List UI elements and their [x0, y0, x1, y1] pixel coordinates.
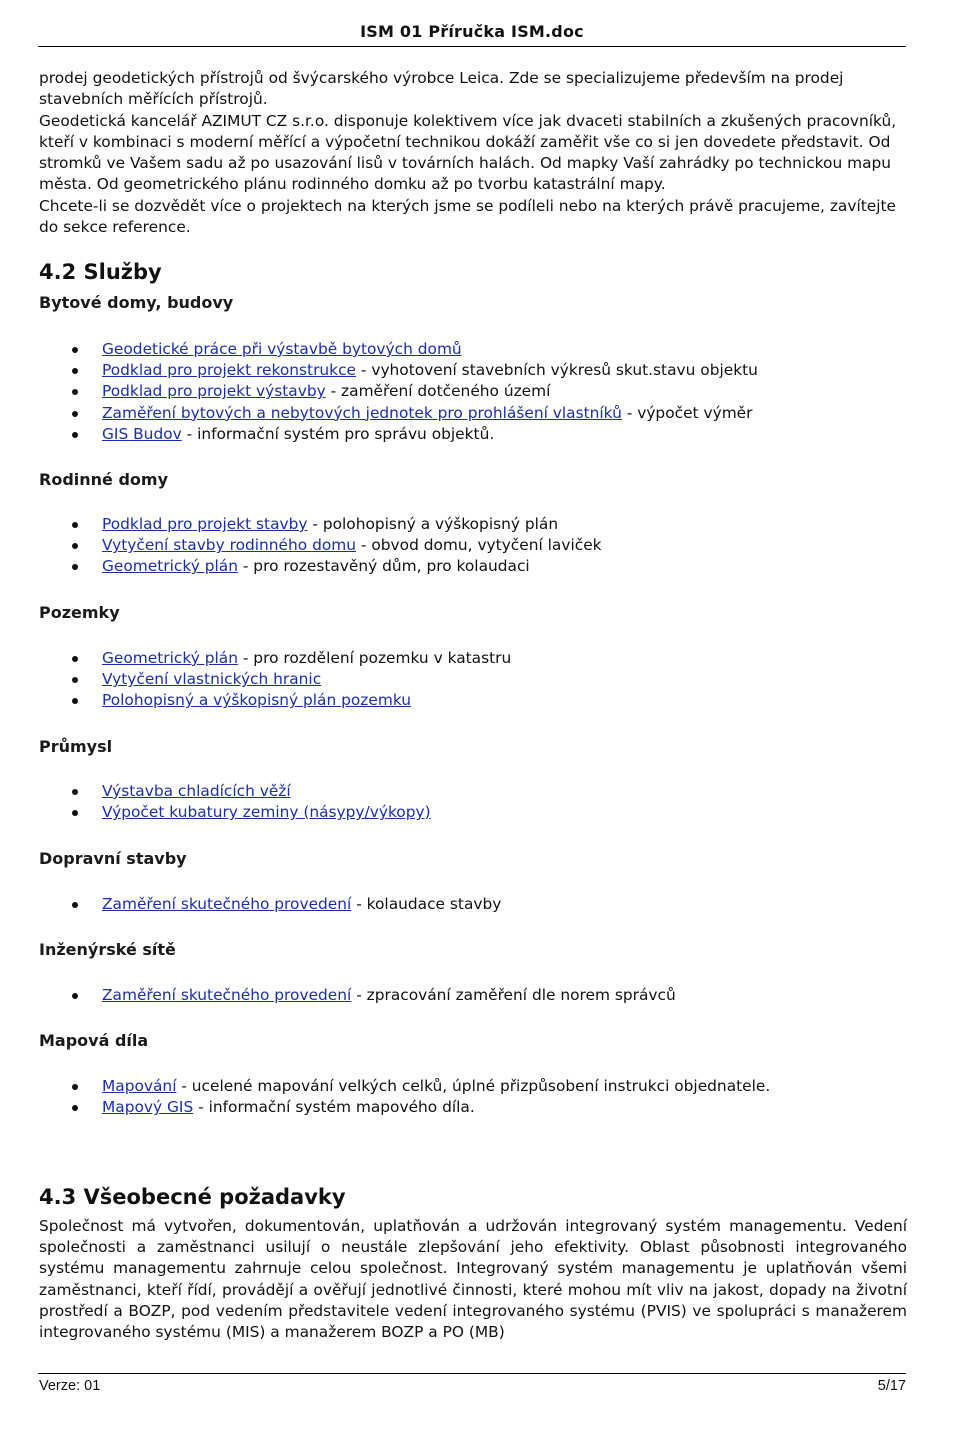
list-item [39, 669, 907, 690]
intro-line: stavebních měřících přístrojů. [39, 90, 268, 109]
bullet-icon [72, 698, 78, 704]
service-description: - ucelené mapování velkých celků, úplné přizpůsobení instrukci objednatele. [176, 1077, 771, 1095]
list-item [39, 802, 907, 823]
service-list [39, 781, 907, 823]
bullet-icon [72, 902, 78, 908]
service-description: - pro rozestavěný dům, pro kolaudaci [237, 557, 530, 576]
service-link[interactable]: Podklad pro projekt výstavby [102, 382, 326, 401]
intro-line: Chcete-li se dozvědět více o projektech na kterých jsme se podíleli nebo na kterých právě pracujeme, zavítejte [39, 196, 897, 215]
intro-line: stromků ve Vašem sadu až po usazování lisů v továrních halách. Od mapky Vaší zahrádky po technickou mapu [39, 154, 892, 173]
service-description: - zaměření dotčeného území [325, 382, 551, 401]
service-link[interactable]: Vytyčení stavby rodinného domu [102, 536, 357, 555]
service-link[interactable]: Geometrický plán [102, 557, 238, 576]
bullet-icon [72, 411, 78, 417]
service-link[interactable]: Zaměření skutečného provedení [102, 895, 352, 913]
document-title: ISM 01 Příručka ISM.doc [360, 22, 584, 41]
group-title: Dopravní stavby [39, 849, 187, 868]
bullet-icon [72, 564, 78, 570]
bullet-icon [72, 993, 78, 999]
list-item [39, 535, 907, 556]
page-footer [38, 1373, 906, 1404]
list-item [39, 985, 907, 1006]
bullet-icon [72, 368, 78, 374]
list-item [39, 556, 907, 577]
group-title: Inženýrské sítě [39, 940, 176, 959]
bullet-icon [72, 1105, 78, 1111]
bullet-icon [72, 543, 78, 549]
service-description: - pro rozdělení pozemku v katastru [237, 649, 512, 667]
list-item [39, 1076, 907, 1097]
bullet-icon [72, 522, 78, 528]
service-description: - výpočet výměr [621, 403, 753, 422]
list-item [39, 690, 907, 711]
list-item [39, 1097, 907, 1118]
group-title: Rodinné domy [39, 470, 168, 489]
bullet-icon [72, 1084, 78, 1090]
group-title: Bytové domy, budovy [39, 293, 234, 312]
list-item [39, 781, 907, 802]
list-item [39, 514, 907, 535]
list-item [39, 339, 907, 360]
intro-line: kteří v kombinaci s moderní měřící a výpočetní technikou dokáží zaměřit vše co si jen dovedete představit. Od [39, 132, 891, 151]
page-header [38, 0, 906, 47]
service-description: - polohopisný a výškopisný plán [307, 515, 559, 533]
bullet-icon [72, 432, 78, 438]
bullet-icon [72, 810, 78, 816]
service-description: - informační systém mapového díla. [193, 1098, 475, 1117]
services-heading: 4.2 Služby [39, 260, 162, 284]
general-heading: 4.3 Všeobecné požadavky [39, 1185, 346, 1209]
list-item [39, 360, 907, 381]
service-link[interactable]: Výpočet kubatury zeminy (násypy/výkopy) [102, 803, 431, 822]
intro-text [39, 68, 907, 238]
bullet-icon [72, 389, 78, 395]
intro-line: prodej geodetických přístrojů od švýcarského výrobce Leica. Zde se specializujeme především na prodej [39, 69, 844, 87]
list-item [39, 424, 907, 445]
service-list [39, 985, 907, 1006]
service-link[interactable]: Geometrický plán [102, 649, 238, 667]
service-link[interactable]: Mapování [102, 1077, 177, 1095]
group-title: Průmysl [39, 737, 113, 756]
service-description: - informační systém pro správu objektů. [181, 424, 495, 443]
intro-line: do sekce reference. [39, 218, 191, 237]
service-link[interactable]: Geodetické práce při výstavbě bytových domů [102, 340, 462, 358]
service-link[interactable]: Zaměření skutečného provedení [102, 986, 352, 1004]
list-item [39, 894, 907, 915]
service-list [39, 648, 907, 712]
service-description: - vyhotovení stavebních výkresů skut.stavu objektu [356, 361, 758, 380]
service-link[interactable]: Podklad pro projekt rekonstrukce [102, 361, 356, 380]
service-link[interactable]: Vytyčení vlastnických hranic [102, 670, 322, 689]
intro-line: města. Od geometrického plánu rodinného domku až po tvorbu katastrální mapy. [39, 175, 666, 194]
group-title: Mapová díla [39, 1031, 149, 1050]
service-list [39, 339, 907, 445]
service-link[interactable]: Mapový GIS [102, 1098, 194, 1117]
service-list [39, 514, 907, 578]
bullet-icon [72, 347, 78, 353]
service-link[interactable]: GIS Budov [102, 424, 182, 443]
service-link[interactable]: Polohopisný a výškopisný plán pozemku [102, 691, 412, 710]
list-item [39, 648, 907, 669]
service-description: - kolaudace stavby [351, 895, 502, 913]
service-link[interactable]: Výstavba chladících věží [102, 782, 291, 800]
bullet-icon [72, 656, 78, 662]
version-label: Verze: 01 [39, 1378, 101, 1394]
list-item [39, 381, 907, 402]
group-title: Pozemky [39, 603, 120, 622]
service-description: - zpracování zaměření dle norem správců [351, 986, 676, 1004]
document-body [39, 68, 907, 1342]
bullet-icon [72, 677, 78, 683]
service-description: - obvod domu, vytyčení laviček [356, 536, 602, 555]
service-list [39, 1076, 907, 1118]
general-paragraph: Společnost má vytvořen, dokumentován, uplatňován a udržován integrovaný systém managementu. Vedení společnosti a zaměstnanci usilují o neustále zlepšování jeho efektivity. Oblast působnosti integrovaného systému managementu zahrnuje celou společnost. Integrovaný systém managementu je uplatňován všemi zaměstnanci, kteří řídí, provádějí a ověřují jednotlivé činnosti, které mohou mít vliv na jakost, dopady na životní prostředí a BOZP, pod vedením představitele vedení integrovaného systému (PVIS) ve spolupráci s manažerem integrovaného systému (MIS) a manažerem BOZP a PO (MB) [39, 1217, 907, 1342]
service-link[interactable]: Zaměření bytových a nebytových jednotek pro prohlášení vlastníků [102, 403, 622, 422]
service-link[interactable]: Podklad pro projekt stavby [102, 515, 308, 533]
bullet-icon [72, 789, 78, 795]
intro-line: Geodetická kancelář AZIMUT CZ s.r.o. disponuje kolektivem více jak dvaceti stabilních a zkušených pracovníků, [39, 111, 897, 130]
list-item [39, 403, 907, 424]
page-number: 5/17 [877, 1378, 906, 1394]
service-list [39, 894, 907, 915]
